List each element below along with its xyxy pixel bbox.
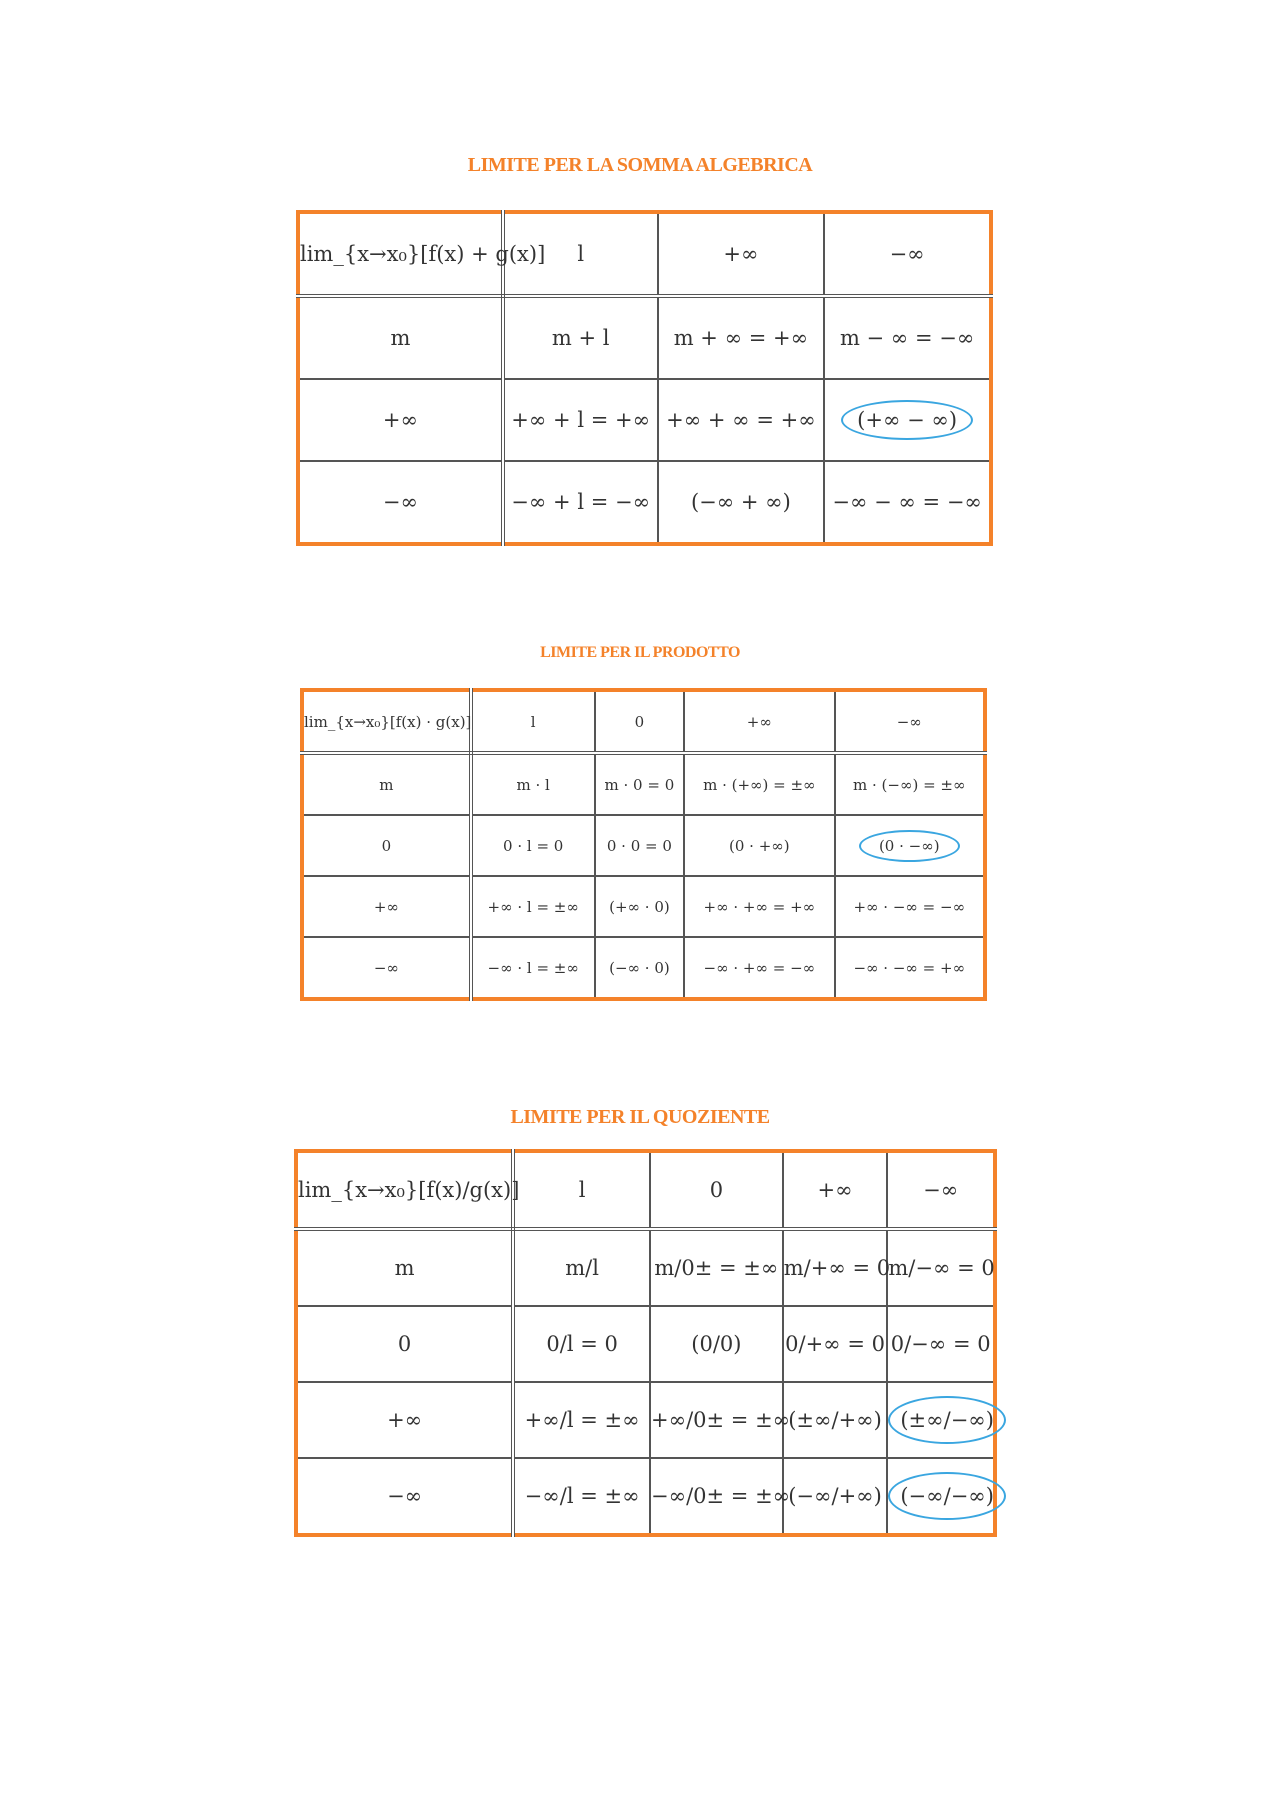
header-cell: +∞ [783, 1151, 888, 1229]
table-cell: −∞/l = ±∞ [513, 1458, 650, 1535]
table-cell: +∞/0± = ±∞ [650, 1382, 783, 1458]
header-cell: lim_{x→x₀}[f(x) · g(x)] [302, 690, 471, 753]
header-cell: l [503, 212, 658, 296]
header-cell: +∞ [684, 690, 834, 753]
row-header-cell: m [302, 753, 471, 815]
quotient-limit-table [294, 1149, 997, 1537]
table-cell: +∞ · −∞ = −∞ [835, 876, 985, 937]
table-cell: (0/0) [650, 1306, 783, 1382]
indeterminate-form-circled: (+∞ − ∞) [841, 400, 973, 440]
indeterminate-form-circled: (−∞/−∞) [888, 1472, 1006, 1520]
row-header-cell: 0 [296, 1306, 513, 1382]
header-cell: l [513, 1151, 650, 1229]
row-header-cell: 0 [302, 815, 471, 876]
table-row [302, 937, 985, 999]
table-header-row [298, 212, 991, 296]
row-header-cell: −∞ [298, 461, 503, 544]
table-cell: −∞/0± = ±∞ [650, 1458, 783, 1535]
table-row [296, 1458, 995, 1535]
table-cell: +∞ + ∞ = +∞ [658, 379, 825, 461]
table-cell: m · l [471, 753, 595, 815]
table-cell: 0/l = 0 [513, 1306, 650, 1382]
table-row [302, 815, 985, 876]
header-cell: 0 [650, 1151, 783, 1229]
row-header-cell: −∞ [302, 937, 471, 999]
table-cell [835, 815, 985, 876]
table-cell: m + ∞ = +∞ [658, 296, 825, 379]
indeterminate-form-circled: (±∞/−∞) [888, 1396, 1006, 1444]
product-limit-table [300, 688, 987, 1001]
sum-table-title: LIMITE PER LA SOMMA ALGEBRICA [467, 154, 813, 176]
quotient-table-title: LIMITE PER IL QUOZIENTE [510, 1106, 770, 1128]
table-cell: (−∞/+∞) [783, 1458, 888, 1535]
table-row [296, 1306, 995, 1382]
table-row [302, 753, 985, 815]
table-cell: 0/−∞ = 0 [887, 1306, 995, 1382]
table-cell: +∞ + l = +∞ [503, 379, 658, 461]
table-row [296, 1229, 995, 1306]
table-cell: 0 · 0 = 0 [595, 815, 684, 876]
header-cell: −∞ [887, 1151, 995, 1229]
table-cell: m/+∞ = 0 [783, 1229, 888, 1306]
header-cell: lim_{x→x₀}[f(x)/g(x)] [296, 1151, 513, 1229]
table-cell: m − ∞ = −∞ [824, 296, 991, 379]
indeterminate-form-circled: (0 · −∞) [859, 830, 960, 862]
table-cell [887, 1382, 995, 1458]
table-cell: −∞ + l = −∞ [503, 461, 658, 544]
row-header-cell: m [298, 296, 503, 379]
table-cell: m · 0 = 0 [595, 753, 684, 815]
table-cell: m · (+∞) = ±∞ [684, 753, 834, 815]
table-cell: −∞ · l = ±∞ [471, 937, 595, 999]
row-header-cell: −∞ [296, 1458, 513, 1535]
table-cell: m/l [513, 1229, 650, 1306]
table-cell: (−∞ · 0) [595, 937, 684, 999]
table-cell: +∞ · l = ±∞ [471, 876, 595, 937]
product-table-title: LIMITE PER IL PRODOTTO [540, 644, 740, 661]
table-header-row [302, 690, 985, 753]
table-cell: −∞ · −∞ = +∞ [835, 937, 985, 999]
sum-limit-table [296, 210, 993, 546]
table-cell: (+∞ · 0) [595, 876, 684, 937]
header-cell: −∞ [824, 212, 991, 296]
table-cell: −∞ − ∞ = −∞ [824, 461, 991, 544]
header-cell: +∞ [658, 212, 825, 296]
header-cell: 0 [595, 690, 684, 753]
table-cell: m · (−∞) = ±∞ [835, 753, 985, 815]
row-header-cell: +∞ [298, 379, 503, 461]
table-cell: (±∞/+∞) [783, 1382, 888, 1458]
table-cell: +∞ · +∞ = +∞ [684, 876, 834, 937]
table-cell [824, 379, 991, 461]
table-header-row [296, 1151, 995, 1229]
table-row [296, 1382, 995, 1458]
table-row [298, 461, 991, 544]
table-row [298, 379, 991, 461]
header-cell: lim_{x→x₀}[f(x) + g(x)] [298, 212, 503, 296]
table-cell: m/−∞ = 0 [887, 1229, 995, 1306]
table-cell: +∞/l = ±∞ [513, 1382, 650, 1458]
table-cell: (0 · +∞) [684, 815, 834, 876]
header-cell: l [471, 690, 595, 753]
table-row [298, 296, 991, 379]
table-cell [887, 1458, 995, 1535]
table-row [302, 876, 985, 937]
table-cell: 0 · l = 0 [471, 815, 595, 876]
table-cell: m + l [503, 296, 658, 379]
table-cell: 0/+∞ = 0 [783, 1306, 888, 1382]
row-header-cell: +∞ [296, 1382, 513, 1458]
row-header-cell: +∞ [302, 876, 471, 937]
table-cell: m/0± = ±∞ [650, 1229, 783, 1306]
table-cell: −∞ · +∞ = −∞ [684, 937, 834, 999]
row-header-cell: m [296, 1229, 513, 1306]
table-cell: (−∞ + ∞) [658, 461, 825, 544]
header-cell: −∞ [835, 690, 985, 753]
